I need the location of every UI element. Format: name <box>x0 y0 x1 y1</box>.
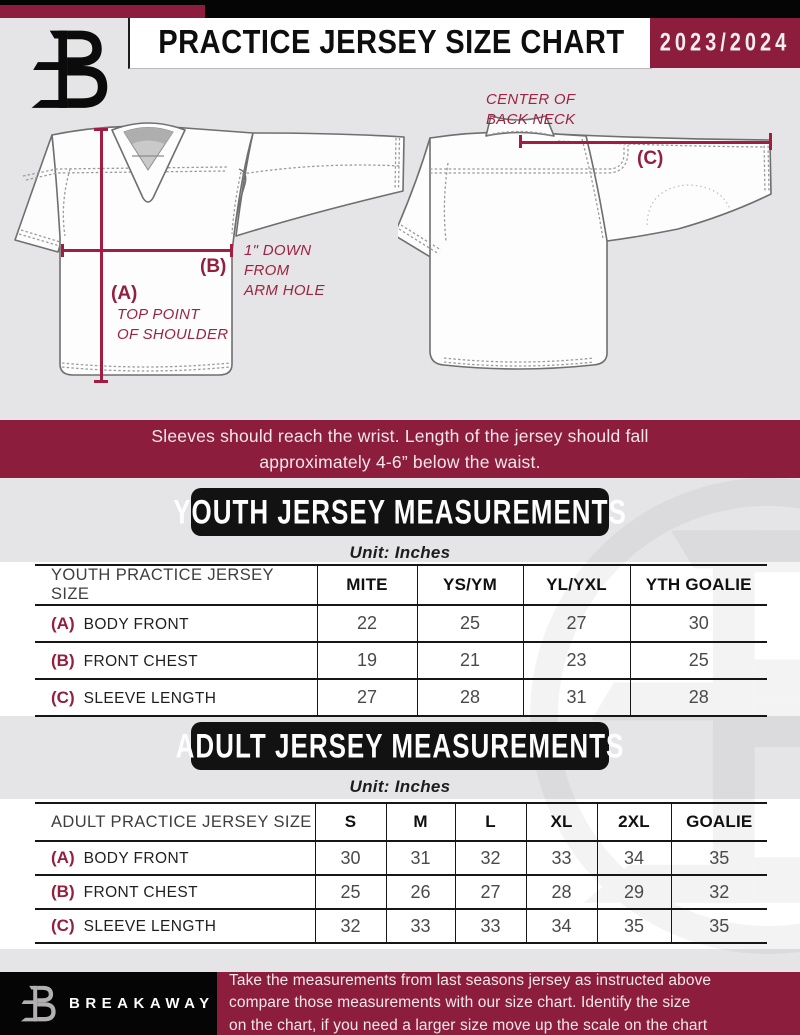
youth-unit-label: Unit: Inches <box>349 543 451 562</box>
cell-value: 25 <box>630 642 767 679</box>
footer-brand-name: BREAKAWAY <box>69 995 215 1012</box>
label-b: (B) <box>200 256 227 277</box>
cell-value: 32 <box>455 841 526 875</box>
cell-value: 22 <box>317 605 417 642</box>
table-row <box>35 679 767 716</box>
cell-value: 34 <box>526 909 597 943</box>
measure-line-c-left-tick <box>519 135 522 148</box>
adult-col-l: L <box>455 803 526 841</box>
youth-section-title: YOUTH JERSEY MEASUREMENTS <box>173 491 627 532</box>
cell-value: 33 <box>386 909 455 943</box>
cell-value: 28 <box>417 679 523 716</box>
table-row <box>35 605 767 642</box>
cell-value: 34 <box>597 841 671 875</box>
cell-value: 35 <box>671 909 767 943</box>
adult-table <box>35 802 767 944</box>
footer-note-line-1: Take the measurements from last seasons jersey as instructed above <box>229 972 712 990</box>
notice-line-1: Sleeves should reach the wrist. Length of the jersey should fall <box>151 426 649 446</box>
youth-col-mite: MITE <box>317 565 417 605</box>
brand-logo-icon <box>30 22 112 118</box>
top-point-shoulder-note: TOP POINT OF SHOULDER <box>117 306 229 343</box>
season-badge <box>650 18 800 68</box>
table-row <box>35 875 767 909</box>
row-label: BODY FRONT <box>83 850 189 867</box>
row-key: (B) <box>51 650 75 670</box>
measure-line-a <box>100 129 103 382</box>
adult-col-xl: XL <box>526 803 597 841</box>
cell-value: 28 <box>630 679 767 716</box>
youth-size-header: YOUTH PRACTICE JERSEY SIZE <box>35 565 317 605</box>
footer-brand-panel <box>0 972 217 1035</box>
back-jersey-diagram <box>398 103 798 398</box>
cell-value: 21 <box>417 642 523 679</box>
measure-line-b-left-tick <box>61 244 64 257</box>
row-label: FRONT CHEST <box>83 884 198 901</box>
cell-value: 30 <box>315 841 386 875</box>
cell-value: 27 <box>317 679 417 716</box>
measure-line-b <box>62 249 232 252</box>
label-a: (A) <box>111 283 138 304</box>
cell-value: 27 <box>523 605 630 642</box>
adult-col-s: S <box>315 803 386 841</box>
adult-size-header: ADULT PRACTICE JERSEY SIZE <box>35 803 315 841</box>
cell-value: 33 <box>455 909 526 943</box>
cell-value: 31 <box>523 679 630 716</box>
center-back-neck-note: CENTER OF BACK NECK <box>486 91 576 128</box>
row-key: (A) <box>51 848 75 867</box>
page-title: PRACTICE JERSEY SIZE CHART <box>157 23 625 61</box>
cell-value: 33 <box>526 841 597 875</box>
header-accent-strip <box>0 5 205 18</box>
season-label: 2023/2024 <box>659 28 791 57</box>
table-row <box>35 909 767 943</box>
cell-value: 26 <box>386 875 455 909</box>
measure-line-c <box>520 141 771 144</box>
cell-value: 35 <box>671 841 767 875</box>
cell-value: 28 <box>526 875 597 909</box>
cell-value: 25 <box>315 875 386 909</box>
adult-section-title: ADULT JERSEY MEASUREMENTS <box>175 725 625 766</box>
footer-note <box>217 972 800 1035</box>
row-key: (C) <box>51 687 75 707</box>
adult-section-title-pill <box>175 722 625 770</box>
youth-header-row <box>35 565 767 605</box>
table-row <box>35 642 767 679</box>
footer-note-line-2: compare those measurements with our size chart. Identify the size <box>229 994 691 1012</box>
row-label: SLEEVE LENGTH <box>83 918 217 935</box>
measure-line-b-right-tick <box>230 244 233 257</box>
cell-value: 31 <box>386 841 455 875</box>
adult-col-goalie: GOALIE <box>671 803 767 841</box>
notice-banner <box>0 420 800 478</box>
cell-value: 35 <box>597 909 671 943</box>
youth-col-goalie: YTH GOALIE <box>630 565 767 605</box>
row-label: FRONT CHEST <box>83 652 198 670</box>
row-key: (B) <box>51 882 75 901</box>
arm-hole-note: 1" DOWN FROM ARM HOLE <box>244 242 325 299</box>
adult-col-2xl: 2XL <box>597 803 671 841</box>
row-key: (C) <box>51 916 75 935</box>
measure-line-a-top-tick <box>94 128 108 131</box>
cell-value: 23 <box>523 642 630 679</box>
footer-note-line-3: on the chart, if you need a larger size move up the scale on the chart <box>229 1016 708 1034</box>
cell-value: 32 <box>671 875 767 909</box>
row-label: SLEEVE LENGTH <box>83 689 217 707</box>
row-label: BODY FRONT <box>83 615 189 633</box>
measure-line-c-right-tick <box>769 133 772 150</box>
footer-brand-logo-icon <box>20 983 58 1025</box>
cell-value: 19 <box>317 642 417 679</box>
cell-value: 25 <box>417 605 523 642</box>
row-key: (A) <box>51 613 75 633</box>
adult-col-m: M <box>386 803 455 841</box>
front-jersey-diagram <box>10 112 435 397</box>
table-row <box>35 841 767 875</box>
youth-section-title-pill <box>173 488 627 536</box>
cell-value: 29 <box>597 875 671 909</box>
adult-unit-label: Unit: Inches <box>349 777 451 796</box>
cell-value: 32 <box>315 909 386 943</box>
youth-col-ylyxl: YL/YXL <box>523 565 630 605</box>
title-box <box>128 18 652 69</box>
cell-value: 30 <box>630 605 767 642</box>
label-c: (C) <box>637 148 664 169</box>
youth-col-ysym: YS/YM <box>417 565 523 605</box>
youth-table <box>35 564 767 717</box>
cell-value: 27 <box>455 875 526 909</box>
notice-line-2: approximately 4-6” below the waist. <box>259 452 541 472</box>
adult-header-row <box>35 803 767 841</box>
measure-line-a-bottom-tick <box>94 380 108 383</box>
